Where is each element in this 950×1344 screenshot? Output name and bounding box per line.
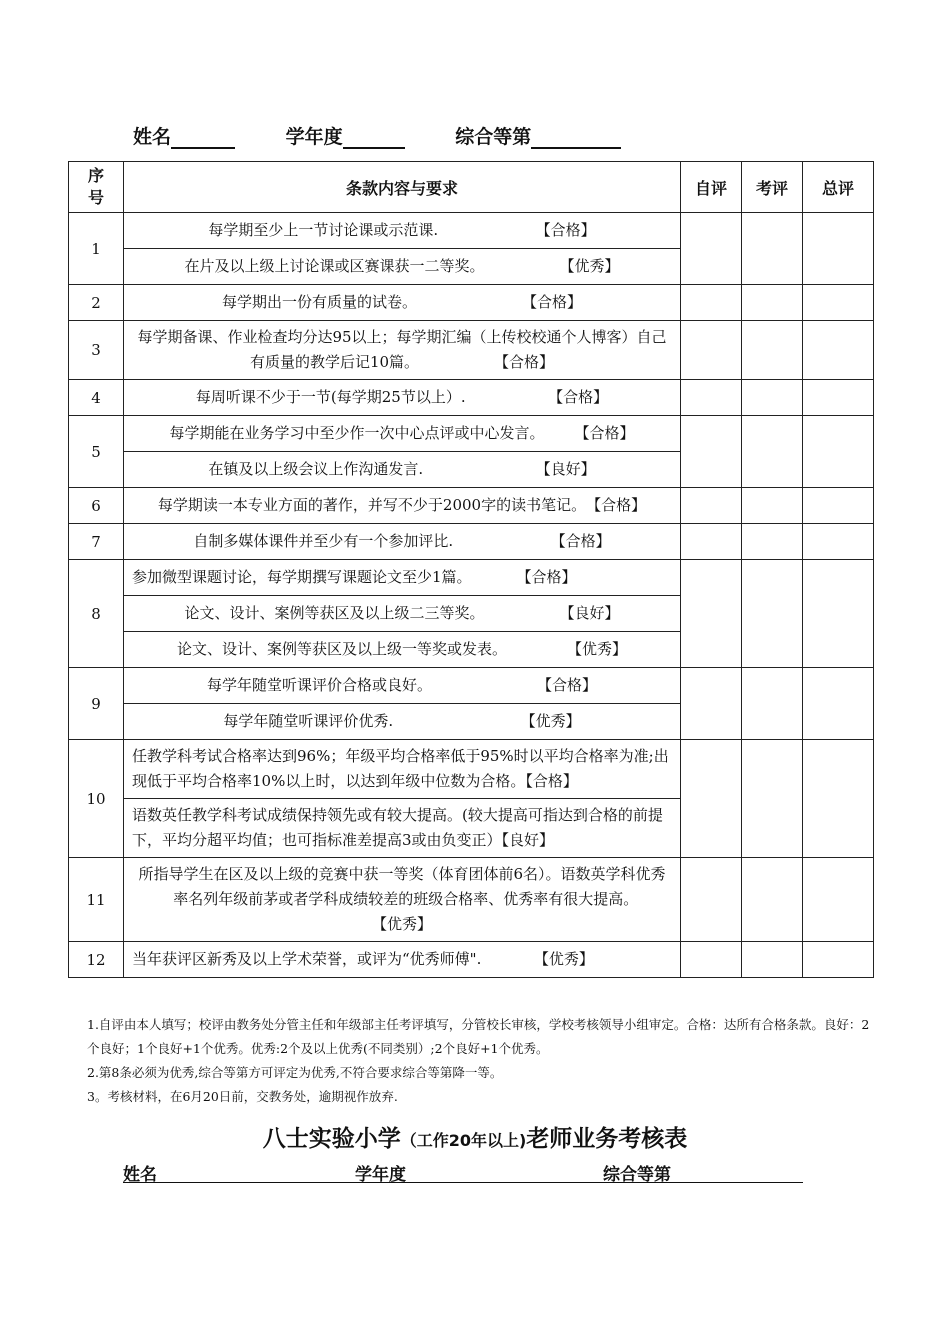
row-item: 参加微型课题讨论，每学期撰写课题论文至少1篇。 【合格】 <box>124 560 681 596</box>
form-name: 老师业务考核表 <box>526 1126 688 1152</box>
name-blank[interactable] <box>171 129 235 149</box>
col-content: 条款内容与要求 <box>124 162 681 213</box>
self-score-cell[interactable] <box>681 213 742 285</box>
note-2: 2.第8条必须为优秀,综合等第方可评定为优秀,不符合要求综合等第降一等。 <box>87 1065 503 1080</box>
total-score-cell[interactable] <box>803 942 874 978</box>
row-number: 5 <box>69 416 124 488</box>
table-row <box>69 380 874 416</box>
total-score-cell[interactable] <box>803 321 874 380</box>
row-item: 每学期能在业务学习中至少作一次中心点评或中心发言。 【合格】 <box>124 416 681 452</box>
self-score-cell[interactable] <box>681 380 742 416</box>
row-number: 8 <box>69 560 124 668</box>
table-row <box>69 416 874 452</box>
grade-label-2: 综合等第 <box>603 1165 671 1185</box>
row-number: 9 <box>69 668 124 740</box>
row-item: 每学年随堂听课评价优秀. 【优秀】 <box>124 704 681 740</box>
self-score-cell[interactable] <box>681 524 742 560</box>
row-number: 1 <box>69 213 124 285</box>
total-score-cell[interactable] <box>803 560 874 668</box>
review-score-cell[interactable] <box>742 524 803 560</box>
self-score-cell[interactable] <box>681 740 742 858</box>
review-score-cell[interactable] <box>742 740 803 858</box>
year-label: 学年度 <box>285 126 343 148</box>
col-review: 考评 <box>742 162 803 213</box>
row-number: 7 <box>69 524 124 560</box>
table-row <box>69 321 874 380</box>
table-row <box>69 942 874 978</box>
second-form-title <box>0 1120 950 1153</box>
row-item: 论文、设计、案例等获区及以上级二三等奖。 【良好】 <box>124 596 681 632</box>
total-score-cell[interactable] <box>803 858 874 942</box>
row-number: 2 <box>69 285 124 321</box>
notes-section <box>87 1013 877 1109</box>
note-3: 3。考核材料，在6月20日前，交教务处，逾期视作放弃. <box>87 1089 398 1104</box>
row-item: 每周听课不少于一节(每学期25节以上）. 【合格】 <box>124 380 681 416</box>
total-score-cell[interactable] <box>803 213 874 285</box>
col-total: 总评 <box>803 162 874 213</box>
row-number: 10 <box>69 740 124 858</box>
form-header <box>133 122 665 149</box>
col-self: 自评 <box>681 162 742 213</box>
row-item: 当年获评区新秀及以上学术荣誉，或评为“优秀师傅". 【优秀】 <box>124 942 681 978</box>
total-score-cell[interactable] <box>803 416 874 488</box>
row-item: 每学年随堂听课评价合格或良好。 【合格】 <box>124 668 681 704</box>
table-row <box>69 213 874 249</box>
second-form-header <box>123 1160 803 1183</box>
row-item: 每学期至少上一节讨论课或示范课. 【合格】 <box>124 213 681 249</box>
year-label-2: 学年度 <box>355 1165 406 1185</box>
table-row <box>69 668 874 704</box>
total-score-cell[interactable] <box>803 740 874 858</box>
col-seq: 序号 <box>69 162 124 213</box>
table-row <box>69 858 874 942</box>
table-row <box>69 740 874 799</box>
table-header-row <box>69 162 874 213</box>
review-score-cell[interactable] <box>742 668 803 740</box>
row-item: 在镇及以上级会议上作沟通发言. 【良好】 <box>124 452 681 488</box>
self-score-cell[interactable] <box>681 942 742 978</box>
row-item: 每学期出一份有质量的试卷。 【合格】 <box>124 285 681 321</box>
total-score-cell[interactable] <box>803 668 874 740</box>
row-item: 论文、设计、案例等获区及以上级一等奖或发表。 【优秀】 <box>124 632 681 668</box>
row-item: 自制多媒体课件并至少有一个参加评比. 【合格】 <box>124 524 681 560</box>
note-1: 1.自评由本人填写；校评由教务处分管主任和年级部主任考评填写，分管校长审核，学校考核领导小组审定。合格：达所有合格条款。良好：2个良好；1个良好+1个优秀。优秀:2个及以上优秀(不同类别）;2个良好+1个优秀。 <box>87 1017 870 1056</box>
review-score-cell[interactable] <box>742 380 803 416</box>
table-row <box>69 488 874 524</box>
title-subtitle: （工作20年以上) <box>400 1131 527 1150</box>
review-score-cell[interactable] <box>742 213 803 285</box>
total-score-cell[interactable] <box>803 380 874 416</box>
row-item: 在片及以上级上讨论课或区赛课获一二等奖。 【优秀】 <box>124 249 681 285</box>
self-score-cell[interactable] <box>681 488 742 524</box>
year-blank[interactable] <box>343 129 405 149</box>
row-number: 3 <box>69 321 124 380</box>
self-score-cell[interactable] <box>681 668 742 740</box>
review-score-cell[interactable] <box>742 942 803 978</box>
total-score-cell[interactable] <box>803 488 874 524</box>
row-number: 12 <box>69 942 124 978</box>
table-row <box>69 560 874 596</box>
row-number: 11 <box>69 858 124 942</box>
row-item: 任教学科考试合格率达到96%；年级平均合格率低于95%时以平均合格率为准;出现低于平均合格率10%以上时，以达到年级中位数为合格。【合格】 <box>124 740 681 799</box>
row-item: 每学期读一本专业方面的著作，并写不少于2000字的读书笔记。 【合格】 <box>124 488 681 524</box>
row-item: 每学期备课、作业检查均分达95以上；每学期汇编（上传校校通个人博客）自己有质量的教学后记10篇。 【合格】 <box>124 321 681 380</box>
review-score-cell[interactable] <box>742 416 803 488</box>
table-row <box>69 285 874 321</box>
grade-label: 综合等第 <box>455 126 532 148</box>
total-score-cell[interactable] <box>803 524 874 560</box>
review-score-cell[interactable] <box>742 488 803 524</box>
assessment-table <box>68 161 874 978</box>
row-number: 6 <box>69 488 124 524</box>
school-name: 八士实验小学 <box>262 1126 401 1152</box>
row-item: 所指导学生在区及以上级的竞赛中获一等奖（体育团体前6名）。语数英学科优秀率名列年级前茅或者学科成绩较差的班级合格率、优秀率有很大提高。 【优秀】 <box>124 858 681 942</box>
self-score-cell[interactable] <box>681 285 742 321</box>
row-number: 4 <box>69 380 124 416</box>
self-score-cell[interactable] <box>681 321 742 380</box>
self-score-cell[interactable] <box>681 560 742 668</box>
self-score-cell[interactable] <box>681 416 742 488</box>
table-row <box>69 524 874 560</box>
name-label: 姓名 <box>133 126 172 148</box>
total-score-cell[interactable] <box>803 285 874 321</box>
name-label-2: 姓名 <box>123 1165 157 1185</box>
row-item: 语数英任教学科考试成绩保持领先或有较大提高。(较大提高可指达到合格的前提下，平均分超平均值；也可指标准差提高3或由负变正）【良好】 <box>124 799 681 858</box>
grade-blank[interactable] <box>531 129 621 149</box>
review-score-cell[interactable] <box>742 285 803 321</box>
review-score-cell[interactable] <box>742 560 803 668</box>
review-score-cell[interactable] <box>742 321 803 380</box>
